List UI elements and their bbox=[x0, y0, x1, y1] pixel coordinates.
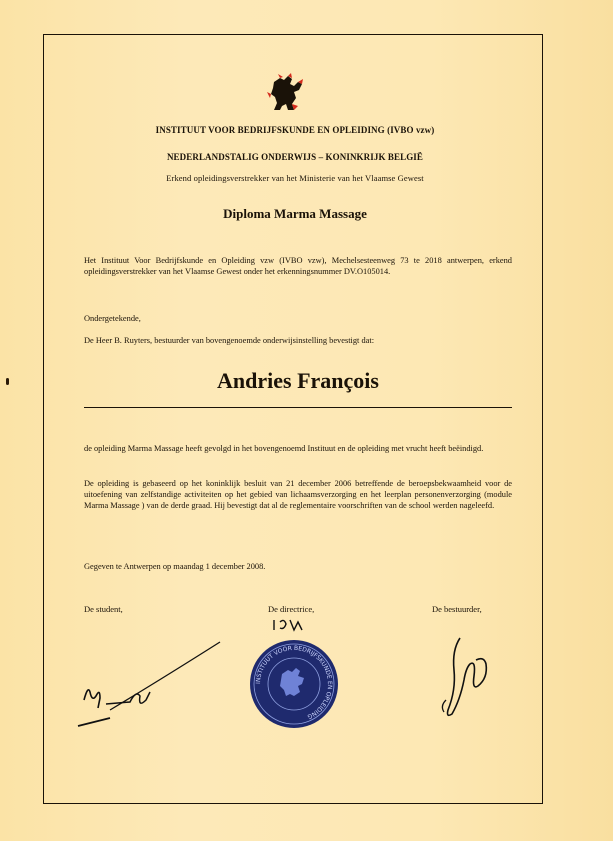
seal-text: INSTITUUT VOOR BEDRIJFSKUNDE EN OPLEIDING bbox=[254, 644, 334, 721]
completion-paragraph: de opleiding Marma Massage heeft gevolgd in het bovengenoemd Instituut en de opleiding met vrucht heeft beëindigd. bbox=[84, 444, 484, 453]
diploma-title: Diploma Marma Massage bbox=[223, 206, 367, 221]
institute-name: INSTITUUT VOOR BEDRIJFSKUNDE EN OPLEIDING (IVBO vzw) bbox=[155, 125, 435, 135]
date-place-line: Gegeven te Antwerpen op maandag 1 december 2008. bbox=[84, 562, 266, 571]
student-signature bbox=[70, 630, 230, 740]
student-label: De student, bbox=[84, 604, 123, 614]
institute-seal bbox=[248, 638, 340, 730]
legal-basis-paragraph: De opleiding is gebaseerd op het koninklijk besluit van 21 december 2006 betreffende de beroepsbekwaamheid voor de uitoefening van zelfstandige activiteiten op het gebied van lichaamsverzorging en het leerplan personenverzorging (module Marma Massage ) van de derde graad. Hij bevestigt dat al de reglementaire voorschriften van de school werden nageleefd. bbox=[84, 479, 512, 510]
institute-paragraph: Het Instituut Voor Bedrijfskunde en Opleiding vzw (IVBO vzw), Mechelsesteenweg 73 te 2018 antwerpen, erkend opleidingsverstrekker van het Vlaamse Gewest onder het erkenningsnummer DV.O105014. bbox=[84, 256, 512, 276]
recognition-line: Erkend opleidingsverstrekker van het Ministerie van het Vlaamse Gewest bbox=[166, 173, 424, 183]
recipient-name: Andries François bbox=[217, 368, 379, 393]
manager-signature bbox=[430, 620, 500, 730]
ink-speck bbox=[6, 378, 9, 385]
country-line: NEDERLANDSTALIG ONDERWIJS – KONINKRIJK BELGIË bbox=[166, 152, 424, 162]
lion-crest-icon bbox=[264, 70, 310, 116]
name-underline bbox=[84, 407, 512, 408]
undersigned-paragraph: Ondergetekende, bbox=[84, 314, 141, 323]
director-label: De directrice, bbox=[268, 604, 315, 614]
manager-label: De bestuurder, bbox=[432, 604, 482, 614]
director-initials bbox=[268, 612, 308, 636]
director-statement: De Heer B. Ruyters, bestuurder van bovengenoemde onderwijsinstelling bevestigt dat: bbox=[84, 336, 375, 345]
